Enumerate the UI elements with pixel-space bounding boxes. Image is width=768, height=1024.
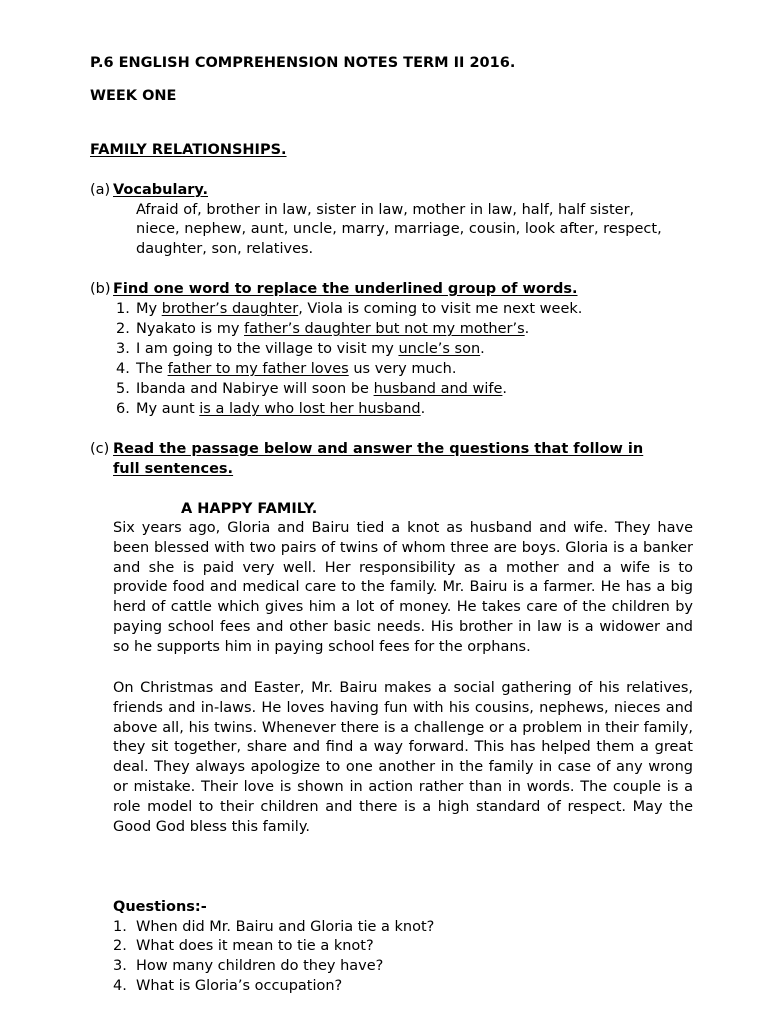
section-a-label: (a) [90,182,111,198]
topic-heading: FAMILY RELATIONSHIPS. [90,142,287,158]
item-number: 1. [116,301,130,317]
section-b-heading: Find one word to replace the underlined group of words. [113,281,578,297]
item-number: 4. [116,361,130,377]
underlined-phrase: father to my father loves [167,361,349,377]
underlined-phrase: uncle’s son [398,341,481,357]
item-number: 6. [116,401,130,417]
questions-heading: Questions:- [113,899,207,915]
item-number: 2. [116,321,130,337]
section-c-heading: Read the passage below and answer the questions that follow in [113,441,644,457]
passage-paragraph-1: Six years ago, Gloria and Bairu tied a knot as husband and wife. They have been blessed with two pairs of twins of whom three are boys. Gloria is a banker and she is paid very well. Her responsibility as a mother and a wife is to provide food and medical care to the family. Mr. Bairu is a farmer. He has a big herd of cattle which gives him a lot of money. He takes care of the children by paying school fees and other basic needs. His brother in law is a widower and so he supports him in paying school fees for the orphans. [113,520,693,655]
section-c-heading-continued: full sentences. [113,461,234,477]
exercise-item: The father to my father loves us very much. [136,361,457,377]
item-number: 5. [116,381,130,397]
section-a-heading: Vocabulary. [113,182,209,198]
item-number: 3. [116,341,130,357]
question-number: 1. [113,919,127,935]
underlined-phrase: brother’s daughter [161,301,299,317]
underlined-phrase: is a lady who lost her husband [199,401,421,417]
exercise-item: Ibanda and Nabirye will soon be husband and wife. [136,381,508,397]
section-b-label: (b) [90,281,111,297]
document-title: P.6 ENGLISH COMPREHENSION NOTES TERM II 2016. [90,55,516,71]
section-c-label: (c) [90,441,110,457]
question-number: 2. [113,938,127,954]
question-number: 3. [113,958,127,974]
exercise-item: My aunt is a lady who lost her husband. [136,401,426,417]
question-text: What is Gloria’s occupation? [136,978,343,994]
question-text: When did Mr. Bairu and Gloria tie a knot? [136,919,435,935]
exercise-item: Nyakato is my father’s daughter but not my mother’s. [136,321,530,337]
vocabulary-line: daughter, son, relatives. [136,241,314,257]
underlined-phrase: father’s daughter but not my mother’s [244,321,525,337]
underlined-phrase: husband and wife [373,381,503,397]
passage-paragraph-2: On Christmas and Easter, Mr. Bairu makes a social gathering of his relatives, friends and in-laws. He loves having fun with his cousins, nephews, nieces and above all, his twins. Whenever there is a challenge or a problem in their family, they sit together, share and find a way forward. This has helped them a great deal. They always apologize to one another in the family in case of any wrong or mistake. Their love is shown in action rather than in words. The couple is a role model to their children and there is a high standard of respect. May the Good God bless this family. [113,680,693,835]
question-text: How many children do they have? [136,958,384,974]
passage-title: A HAPPY FAMILY. [181,501,318,517]
exercise-item: My brother’s daughter, Viola is coming to visit me next week. [136,301,583,317]
question-number: 4. [113,978,127,994]
question-text: What does it mean to tie a knot? [136,938,374,954]
vocabulary-line: niece, nephew, aunt, uncle, marry, marriage, cousin, look after, respect, [136,221,662,237]
exercise-item: I am going to the village to visit my uncle’s son. [136,341,485,357]
week-heading: WEEK ONE [90,88,177,104]
vocabulary-line: Afraid of, brother in law, sister in law, mother in law, half, half sister, [136,202,635,218]
